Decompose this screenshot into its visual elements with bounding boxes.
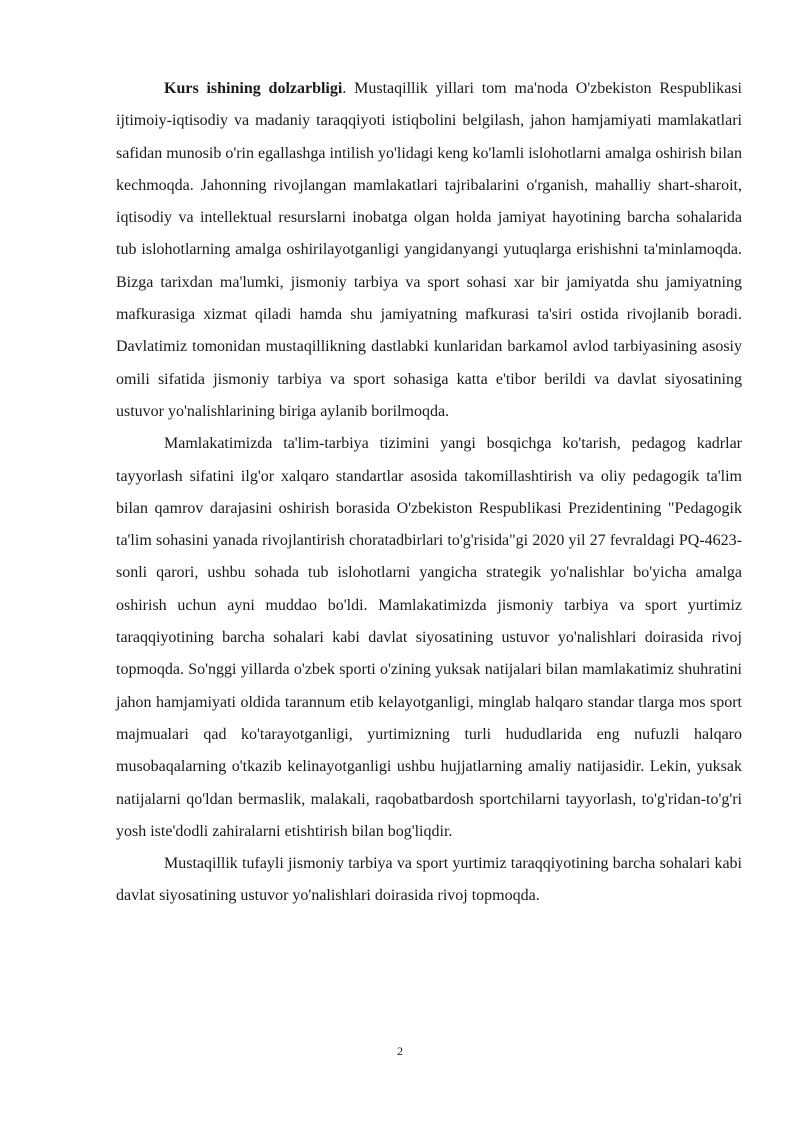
paragraph-text: Mamlakatimizda ta'lim-tarbiya tizimini yangi bosqichga ko'tarish, pedagog kadrlar tayyorlash sifatini ilg'or xalqaro standartlar asosida takomillashtirish va oliy pedagogik ta'lim bilan qamrov darajasini oshirish borasida O'zbekiston Respublikasi Prezidentining "Pedagogik ta'lim sohasini yanada rivojlantirish choratadbirlari to'g'risida"gi 2020 yil 27 fevraldagi PQ-4623-sonli qarori, ushbu sohada tub islohotlarni yangicha strategik yo'nalishlar bo'yicha amalga oshirish uchun ayni muddao bo'ldi. Mamlakatimizda jismoniy tarbiya va sport yurtimiz taraqqiyotining barcha sohalari kabi davlat siyosatining ustuvor yo'nalishlari doirasida rivoj topmoqda. So'nggi yillarda o'zbek sporti o'zining yuksak natijalari bilan mamlakatimiz shuhratini jahon hamjamiyati oldida tarannum etib kelayotganligi, minglab halqaro standar tlarga mos sport majmualari qad ko'tarayotganligi, yurtimizning turli hududlarida eng nufuzli halqaro musobaqalarning o'tkazib kelinayotganligi ushbu hujjatlarning amaliy natijasidir. Lekin, yuksak natijalarni qo'ldan bermaslik, malakali, raqobatbardosh sportchilarni tayyorlash, to'g'ridan-to'g'ri yosh iste'dodli zahiralarni etishtirish bilan bog'liqdir. — [116, 435, 742, 840]
paragraph-decree — [116, 428, 742, 848]
body-text — [116, 73, 742, 913]
paragraph-relevance — [116, 73, 742, 428]
section-heading: Kurs ishining dolzarbligi — [164, 80, 343, 97]
page-number: 2 — [397, 1044, 403, 1058]
paragraph-text: Mustaqillik tufayli jismoniy tarbiya va sport yurtimiz taraqqiyotining barcha sohalari kabi davlat siyosatining ustuvor yo'nalishlari doirasida rivoj topmoqda. — [116, 855, 742, 905]
paragraph-independence — [116, 848, 742, 913]
paragraph-text: . Mustaqillik yillari tom ma'noda O'zbekiston Respublikasi ijtimoiy-iqtisodiy va madaniy taraqqiyoti istiqbolini belgilash, jahon hamjamiyati mamlakatlari safidan munosib o'rin egallashga intilish yo'lidagi keng ko'lamli islohotlarni amalga oshirish bilan kechmoqda. Jahonning rivojlangan mamlakatlari tajribalarini o'rganish, mahalliy shart-sharoit, iqtisodiy va intellektual resurslarni inobatga olgan holda jamiyat hayotining barcha sohalarida tub islohotlarning amalga oshirilayotganligi yangidanyangi yutuqlarga erishishni ta'minlamoqda. Bizga tarixdan ma'lumki, jismoniy tarbiya va sport sohasi xar bir jamiyatda shu jamiyatning mafkurasiga xizmat qiladi hamda shu jamiyatning mafkurasi ta'siri ostida rivojlanib boradi. Davlatimiz tomonidan mustaqillikning dastlabki kunlaridan barkamol avlod tarbiyasining asosiy omili sifatida jismoniy tarbiya va sport sohasiga katta e'tibor berildi va davlat siyosatining ustuvor yo'nalishlarining biriga aylanib borilmoqda. — [116, 80, 742, 420]
